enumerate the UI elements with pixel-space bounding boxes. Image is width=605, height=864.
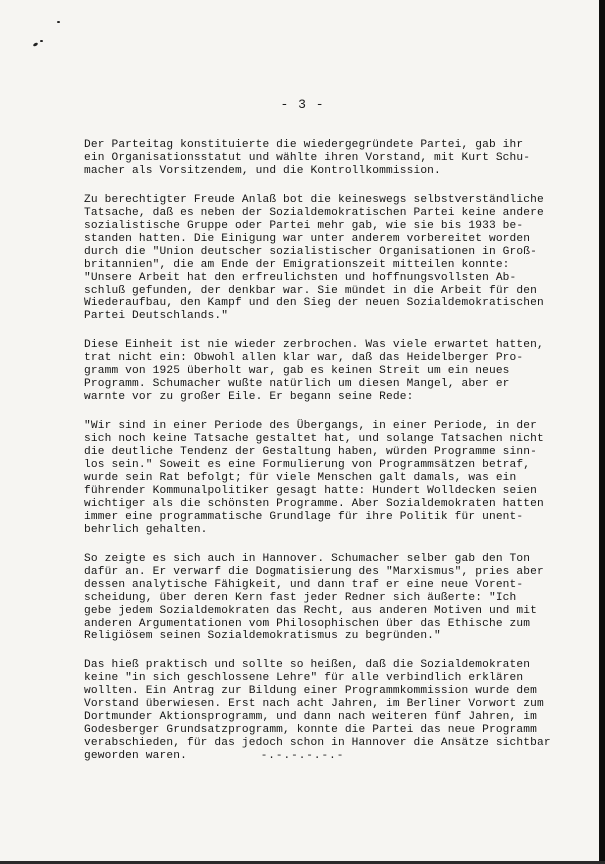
text-line: los sein." Soweit es eine Formulierung von Programmsätzen betraf, — [84, 459, 531, 472]
text-line: Programm. Schumacher wußte natürlich um diesen Mangel, aber er — [84, 378, 510, 391]
text-line: "Unsere Arbeit hat den erfreulichsten und hoffnungsvollsten Ab- — [84, 271, 517, 284]
scan-speck — [40, 40, 43, 42]
text-line: immer eine programmatische Grundlage für ihre Politik für unent- — [84, 510, 524, 523]
scan-edge-right — [600, 0, 605, 864]
scan-speck — [57, 21, 60, 23]
text-line: sozialistische Gruppe oder Partei mehr gab, wie sie bis 1933 be- — [84, 219, 524, 232]
text-line: Dortmunder Aktionsprogramm, und dann nach weiteren fünf Jahren, im — [84, 711, 537, 724]
text-line: Diese Einheit ist nie wieder zerbrochen. Was viele erwartet hatten, — [84, 339, 544, 352]
page-number: - 3 - — [280, 97, 325, 112]
text-line: warnte vor zu großer Eile. Er begann seine Rede: — [84, 391, 414, 404]
text-line: scheidung, über deren Kern fast jeder Redner sich äußerte: "Ich — [84, 591, 517, 604]
text-line: verabschieden, für das jedoch schon in Hannover die Ansätze sichtbar — [84, 737, 551, 750]
text-line: Wiederaufbau, den Kampf und den Sieg der neuen Sozialdemokratischen — [84, 297, 544, 310]
text-line: führender Kommunalpolitiker gesagt hatte: Hundert Wolldecken seien — [84, 484, 537, 497]
text-line: Religiösem seinen Sozialdemokratismus zu begründen." — [84, 630, 441, 643]
text-line: Partei Deutschlands." — [84, 310, 229, 323]
text-line: britannien", die am Ende der Emigrationszeit mitteilen konnte: — [84, 258, 510, 271]
text-line: dessen analytische Fähigkeit, und dann traf er eine neue Vorent- — [84, 578, 524, 591]
text-line: So zeigte es sich auch in Hannover. Schumacher selber gab den Ton — [84, 552, 531, 565]
text-line: Zu berechtigter Freude Anlaß bot die keineswegs selbstverständliche — [84, 193, 544, 206]
text-line: gramm von 1925 überholt war, gab es keinen Streit um ein neues — [84, 365, 510, 378]
text-line: schluß gefunden, der denkbar war. Sie mündet in die Arbeit für den — [84, 284, 537, 297]
text-line: dafür an. Er verwarf die Dogmatisierung des "Marxismus", pries aber — [84, 565, 544, 578]
text-line: ein Organisationsstatut und wählte ihren Vorstand, mit Kurt Schu- — [84, 151, 531, 164]
text-line: Tatsache, daß es neben der Sozialdemokratischen Partei keine andere — [84, 206, 544, 219]
paragraph — [84, 553, 584, 644]
text-line: wollten. Ein Antrag zur Bildung einer Programmkommission wurde dem — [84, 685, 537, 698]
text-line: wurde sein Rat befolgt; für viele Menschen galt damals, was ein — [84, 471, 517, 484]
paragraph — [84, 659, 584, 763]
text-line: sich noch keine Tatsache gestaltet hat, und solange Tatsachen nicht — [84, 433, 544, 446]
scan-speck — [33, 42, 39, 47]
text-line: "Wir sind in einer Periode des Übergangs, in einer Periode, in der — [84, 420, 537, 433]
paragraph — [84, 420, 584, 537]
body-text — [84, 139, 584, 779]
text-line: Godesberger Grundsatzprogramm, konnte die Partei das neue Programm — [84, 724, 537, 737]
text-line: Der Parteitag konstituierte die wiedergegründete Partei, gab ihr — [84, 139, 524, 151]
text-line: keine "in sich geschlossene Lehre" für alle verbindlich erklären — [84, 672, 524, 685]
paragraph — [84, 339, 584, 404]
text-line: wichtiger als die schönsten Programme. Aber Sozialdemokraten hatten — [84, 497, 544, 510]
paragraph — [84, 139, 584, 178]
text-line: macher als Vorsitzendem, und die Kontrollkommission. — [84, 164, 441, 177]
text-line: geworden waren. — [84, 750, 187, 763]
text-line: behrlich gehalten. — [84, 523, 208, 536]
text-line: trat nicht ein: Obwohl allen klar war, daß das Heidelberger Pro- — [84, 352, 524, 365]
text-line: standen hatten. Die Einigung war unter anderem vorbereitet worden — [84, 232, 531, 245]
text-line: durch die "Union deutscher sozialistischer Organisationen in Groß- — [84, 245, 537, 258]
paragraph — [84, 194, 584, 324]
text-line: die deutliche Tendenz der Gestaltung haben, würden Programme sinn- — [84, 446, 537, 459]
end-mark: -.-.-.-.-.- — [260, 750, 345, 762]
text-line: gebe jedem Sozialdemokraten das Recht, aus anderen Motiven und mit — [84, 604, 537, 617]
text-line: anderen Argumentationen vom Philosophischen über das Ethische zum — [84, 617, 531, 630]
text-line: Das hieß praktisch und sollte so heißen, daß die Sozialdemokraten — [84, 659, 531, 672]
text-line: Vorstand überwiesen. Erst nach acht Jahren, im Berliner Vorwort zum — [84, 698, 544, 711]
